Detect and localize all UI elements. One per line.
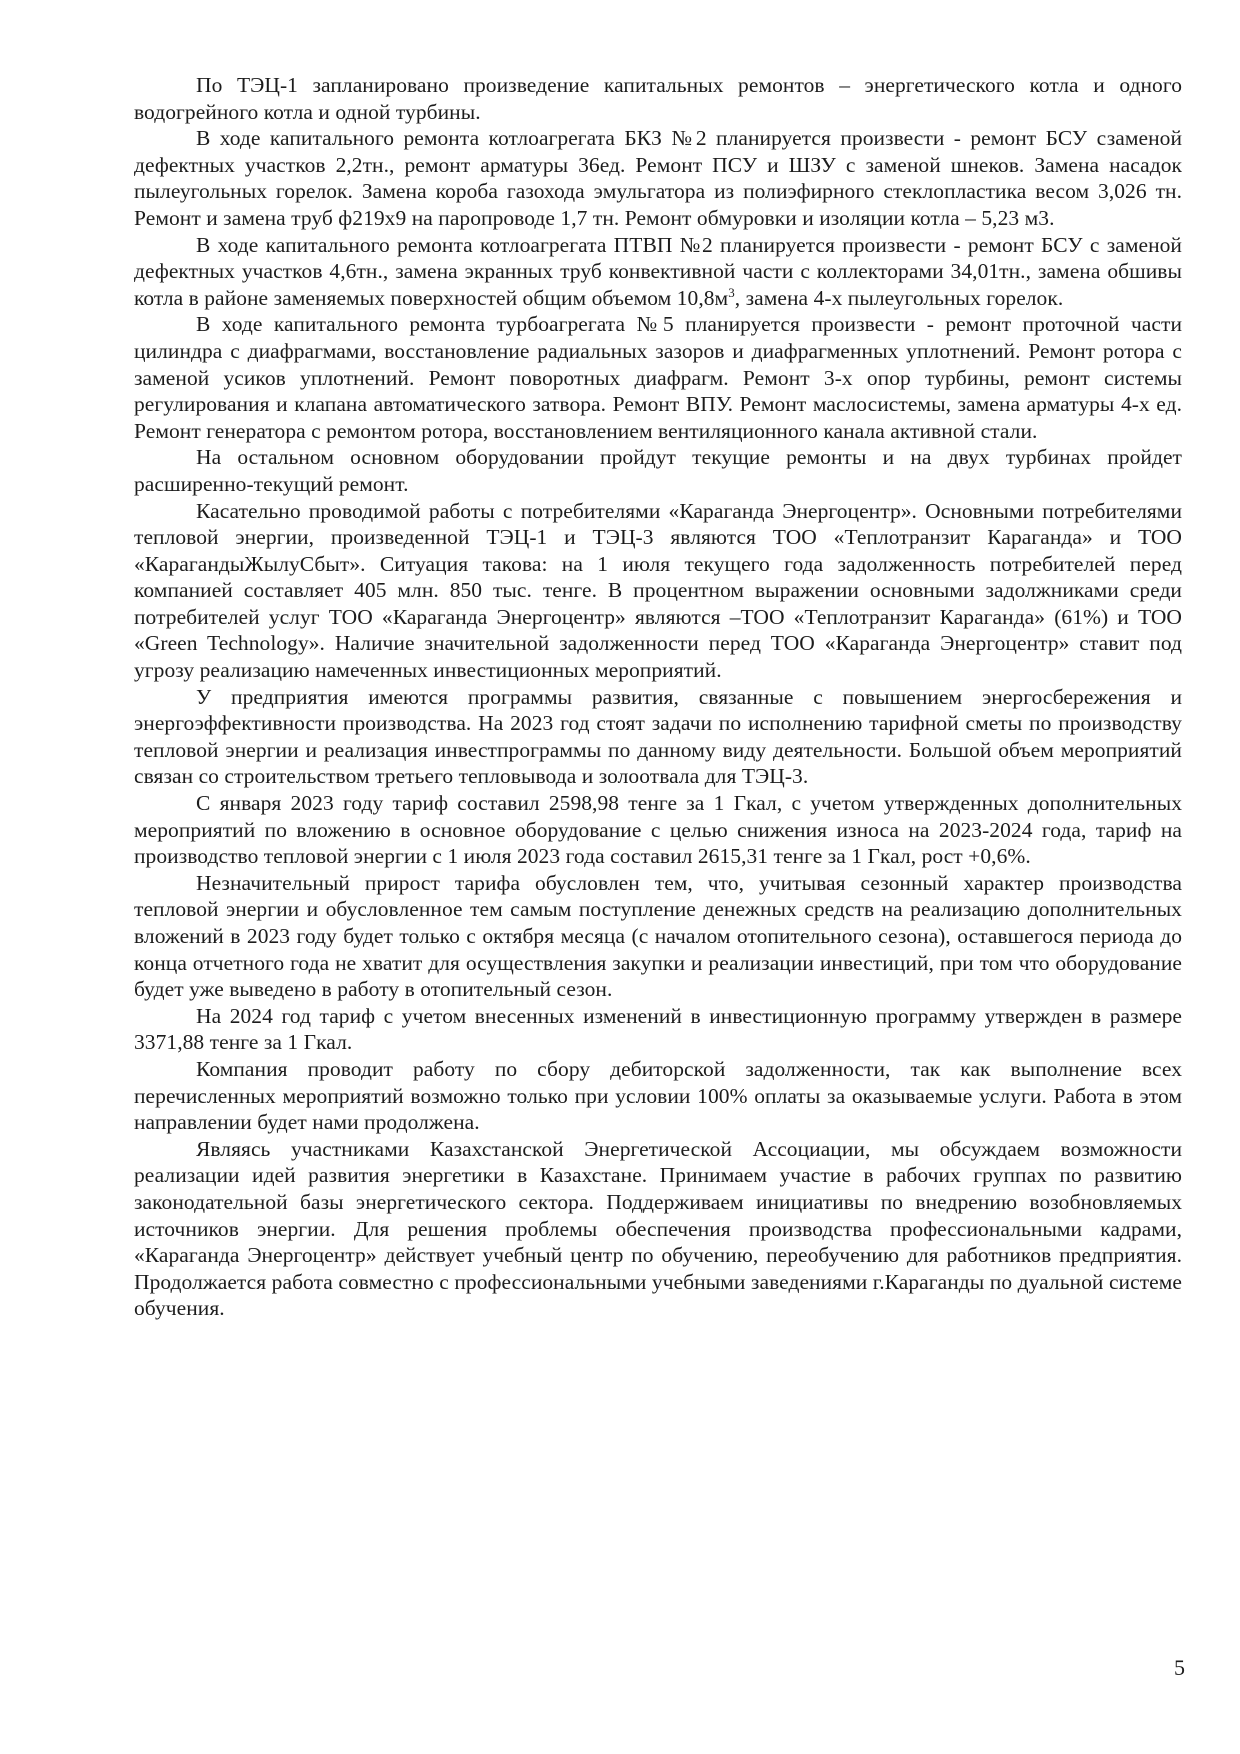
document-body [134,72,1182,1322]
paragraph-ptvp2-repair [134,232,1182,312]
paragraph-tariff-2024: На 2024 год тариф с учетом внесенных изменений в инвестиционную программу утвержден в размере 3371,88 тенге за 1 Гкал. [134,1003,1182,1055]
paragraph-ptvp2-text: В ходе капитального ремонта котлоагрегата ПТВП №2 планируется произвести - ремонт БСУ с заменой дефектных участков 4,6тн., замена экранных труб конвективной части с коллекторами 34,01тн., замена обшивы котла в районе заменяемых поверхностей общим объемом 10,8м [134,232,1182,310]
paragraph-tariff-growth: Незначительный прирост тарифа обусловлен тем, что, учитывая сезонный характер производства тепловой энергии и обусловленное тем самым поступление денежных средств на реализацию дополнительных вложений в 2023 году будет только с октября месяца (с началом отопительного сезона), оставшегося периода до конца отчетного года не хватит для осуществления закупки и реализации инвестиций, при том что оборудование будет уже выведено в работу в отопительный сезон. [134,870,1182,1002]
page-number: 5 [1174,1655,1185,1680]
paragraph-receivables: Компания проводит работу по сбору дебиторской задолженности, так как выполнение всех перечисленных мероприятий возможно только при условии 100% оплаты за оказываемые услуги. Работа в этом направлении будет нами продолжена. [134,1056,1182,1135]
paragraph-tec1-repairs: По ТЭЦ-1 запланировано произведение капитальных ремонтов – энергетического котла и одного водогрейного котла и одной турбины. [134,73,1182,124]
paragraph-bkz2-repair: В ходе капитального ремонта котлоагрегата БКЗ №2 планируется произвести - ремонт БСУ сзаменой дефектных участков 2,2тн., ремонт арматуры 36ед. Ремонт ПСУ и ШЗУ с заменой шнеков. Замена насадок пылеугольных горелок. Замена короба газохода эмульгатора из полиэфирного стеклопластика весом 3,026 тн. Ремонт и замена труб ф219х9 на паропроводе 1,7 тн. Ремонт обмуровки и изоляции котла – 5,23 м3. [134,126,1182,230]
paragraph-other-equipment: На остальном основном оборудовании пройдут текущие ремонты и на двух турбинах пройдет расширенно-текущий ремонт. [134,445,1182,496]
paragraph-turbine5-repair: В ходе капитального ремонта турбоагрегата №5 планируется произвести - ремонт проточной части цилиндра с диафрагмами, восстановление радиальных зазоров и диафрагменных уплотнений. Ремонт ротора с заменой усиков уплотнений. Ремонт поворотных диафрагм. Ремонт 3-х опор турбины, ремонт системы регулирования и клапана автоматического затвора. Ремонт ВПУ. Ремонт маслосистемы, замена арматуры 4-х ед. Ремонт генератора с ремонтом ротора, восстановлением вентиляционного канала активной стали. [134,312,1182,443]
superscript-cubic: 3 [728,284,735,300]
paragraph-consumers: Касательно проводимой работы с потребителями «Караганда Энергоцентр». Основными потребителями тепловой энергии, произведенной ТЭЦ-1 и ТЭЦ-3 являются ТОО «Теплотранзит Караганда» и ТОО «КарагандыЖылуСбыт». Ситуация такова: на 1 июля текущего года задолженность потребителей перед компанией составляет 405 млн. 850 тыс. тенге. В процентном выражении основными задолжниками среди потребителей услуг ТОО «Караганда Энергоцентр» являются –ТОО «Теплотранзит Караганда» (61%) и ТОО «Green Technology». Наличие значительной задолженности перед ТОО «Караганда Энергоцентр» ставит под угрозу реализацию намеченных инвестиционных мероприятий. [134,498,1182,683]
paragraph-tariff-2023: С января 2023 году тариф составил 2598,98 тенге за 1 Гкал, с учетом утвержденных дополнительных мероприятий по вложению в основное оборудование с целью снижения износа на 2023-2024 года, тариф на производство тепловой энергии с 1 июля 2023 года составил 2615,31 тенге за 1 Гкал, рост +0,6%. [134,791,1182,869]
paragraph-ptvp2-tail: , замена 4-х пылеугольных горелок. [734,285,1064,310]
paragraph-association: Являясь участниками Казахстанской Энергетической Ассоциации, мы обсуждаем возможности реализации идей развития энергетики в Казахстане. Принимаем участие в рабочих группах по развитию законодательной базы энергетического сектора. Поддерживаем инициативы по внедрению возобновляемых источников энергии. Для решения проблемы обеспечения производства профессиональными кадрами, «Караганда Энергоцентр» действует учебный центр по обучению, переобучению для работников предприятия. Продолжается работа совместно с профессиональными учебными заведениями г.Караганды по дуальной системе обучения. [134,1136,1182,1321]
paragraph-development-programs: У предприятия имеются программы развития, связанные с повышением энергосбережения и энергоэффективности производства. На 2023 год стоят задачи по исполнению тарифной сметы по производству тепловой энергии и реализация инвестпрограммы по данному виду деятельности. Большой объем мероприятий связан со строительством третьего тепловывода и золоотвала для ТЭЦ-3. [134,684,1182,789]
